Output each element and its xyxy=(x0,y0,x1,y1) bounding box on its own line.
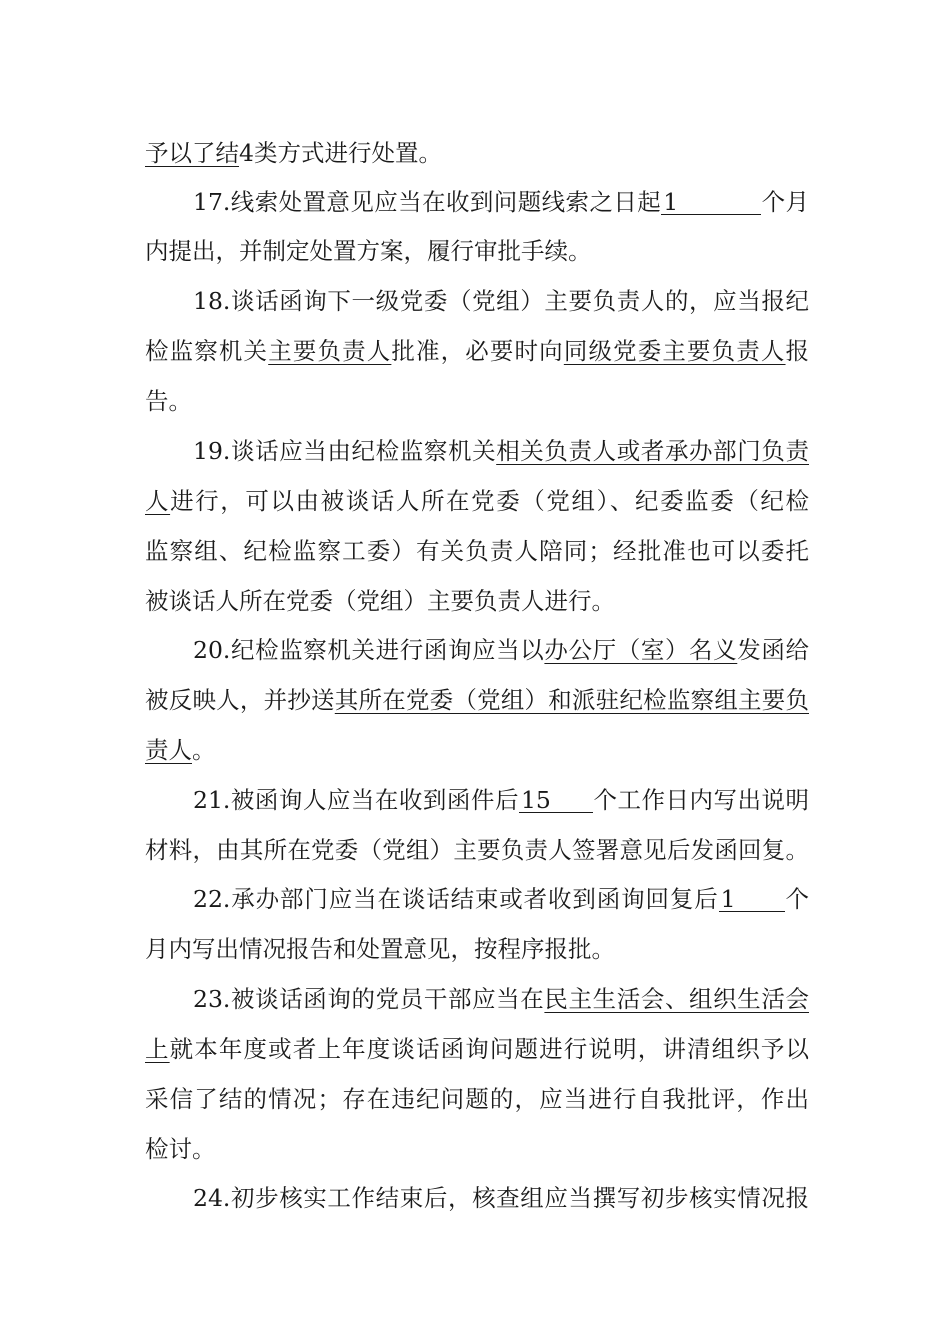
underlined-answer: 责人 xyxy=(145,736,192,764)
text-segment: 被谈话人所在党委（党组）主要负责人进行。 xyxy=(145,587,615,615)
fill-in-blank-answer: 1 xyxy=(661,190,761,215)
text-segment: 月内写出情况报告和处置意见，按程序报批。 xyxy=(145,935,615,963)
text-segment: 内提出，并制定处置方案，履行审批手续。 xyxy=(145,237,592,265)
text-line xyxy=(145,1124,809,1174)
text-segment: 就本年度或者上年度谈话函询问题进行说明，讲清组织予以 xyxy=(169,1035,809,1063)
text-segment: 。 xyxy=(192,736,216,764)
underlined-answer: 予以了结 xyxy=(145,139,239,167)
text-segment: 个 xyxy=(784,885,809,913)
text-line xyxy=(145,128,809,178)
text-line xyxy=(193,1173,809,1223)
text-line xyxy=(145,725,809,775)
text-line xyxy=(145,576,809,626)
text-segment: 发函给 xyxy=(737,636,809,664)
text-line xyxy=(193,874,809,924)
text-line xyxy=(145,476,809,526)
text-segment: 采信了结的情况；存在违纪问题的，应当进行自我批评，作出 xyxy=(145,1085,809,1113)
text-segment: 检监察机关 xyxy=(145,337,269,365)
text-segment: 23.被谈话函询的党员干部应当在 xyxy=(193,985,545,1013)
text-line xyxy=(145,1074,809,1124)
text-line xyxy=(145,675,809,725)
underlined-answer: 办公厅（室）名义 xyxy=(544,636,738,664)
underlined-answer: 人 xyxy=(145,487,171,515)
underlined-answer: 民主生活会、组织生活会 xyxy=(544,985,809,1013)
text-segment: 19.谈话应当由纪检监察机关 xyxy=(193,437,497,465)
underlined-answer: 相关负责人或者承办部门负责 xyxy=(496,437,809,465)
underlined-answer: 主要负责人 xyxy=(268,337,392,365)
text-line xyxy=(193,426,809,476)
text-segment: 进行，可以由被谈话人所在党委（党组）、纪委监委（纪检 xyxy=(170,487,809,515)
text-segment: 20.纪检监察机关进行函询应当以 xyxy=(193,636,545,664)
fill-in-blank-answer: 1 xyxy=(719,887,785,912)
text-line xyxy=(145,526,809,576)
text-segment: 4类方式进行处置。 xyxy=(239,139,442,167)
text-line xyxy=(193,974,809,1024)
text-line xyxy=(145,226,809,276)
underlined-answer: 其所在党委（党组）和派驻纪检监察组主要负 xyxy=(334,686,809,714)
text-line xyxy=(193,775,809,825)
text-segment: 18.谈话函询下一级党委（党组）主要负责人的，应当报纪 xyxy=(193,287,809,315)
underlined-answer: 同级党委主要负责人 xyxy=(563,337,786,365)
text-segment: 被反映人，并抄送 xyxy=(145,686,335,714)
text-line xyxy=(145,924,809,974)
text-line xyxy=(193,276,809,326)
text-segment: 个月 xyxy=(761,188,809,216)
text-segment: 材料，由其所在党委（党组）主要负责人签署意见后发函回复。 xyxy=(145,836,809,864)
text-segment: 个工作日内写出说明 xyxy=(592,786,809,814)
text-segment: 22.承办部门应当在谈话结束或者收到函询回复后 xyxy=(193,885,719,913)
text-line xyxy=(145,376,809,426)
text-line xyxy=(193,177,809,227)
text-line xyxy=(145,825,809,875)
text-line xyxy=(193,625,809,675)
text-segment: 报 xyxy=(785,337,809,365)
text-segment: 24.初步核实工作结束后，核查组应当撰写初步核实情况报 xyxy=(193,1184,809,1212)
underlined-answer: 上 xyxy=(145,1035,170,1063)
text-segment: 21.被函询人应当在收到函件后 xyxy=(193,786,519,814)
text-segment: 检讨。 xyxy=(145,1135,216,1163)
text-line xyxy=(145,1024,809,1074)
text-line xyxy=(145,326,809,376)
fill-in-blank-answer: 15 xyxy=(519,788,593,813)
text-segment: 17.线索处置意见应当在收到问题线索之日起 xyxy=(193,188,662,216)
text-segment: 告。 xyxy=(145,387,192,415)
text-segment: 监察组、纪检监察工委）有关负责人陪同；经批准也可以委托 xyxy=(145,537,809,565)
text-segment: 批准，必要时向 xyxy=(391,337,564,365)
